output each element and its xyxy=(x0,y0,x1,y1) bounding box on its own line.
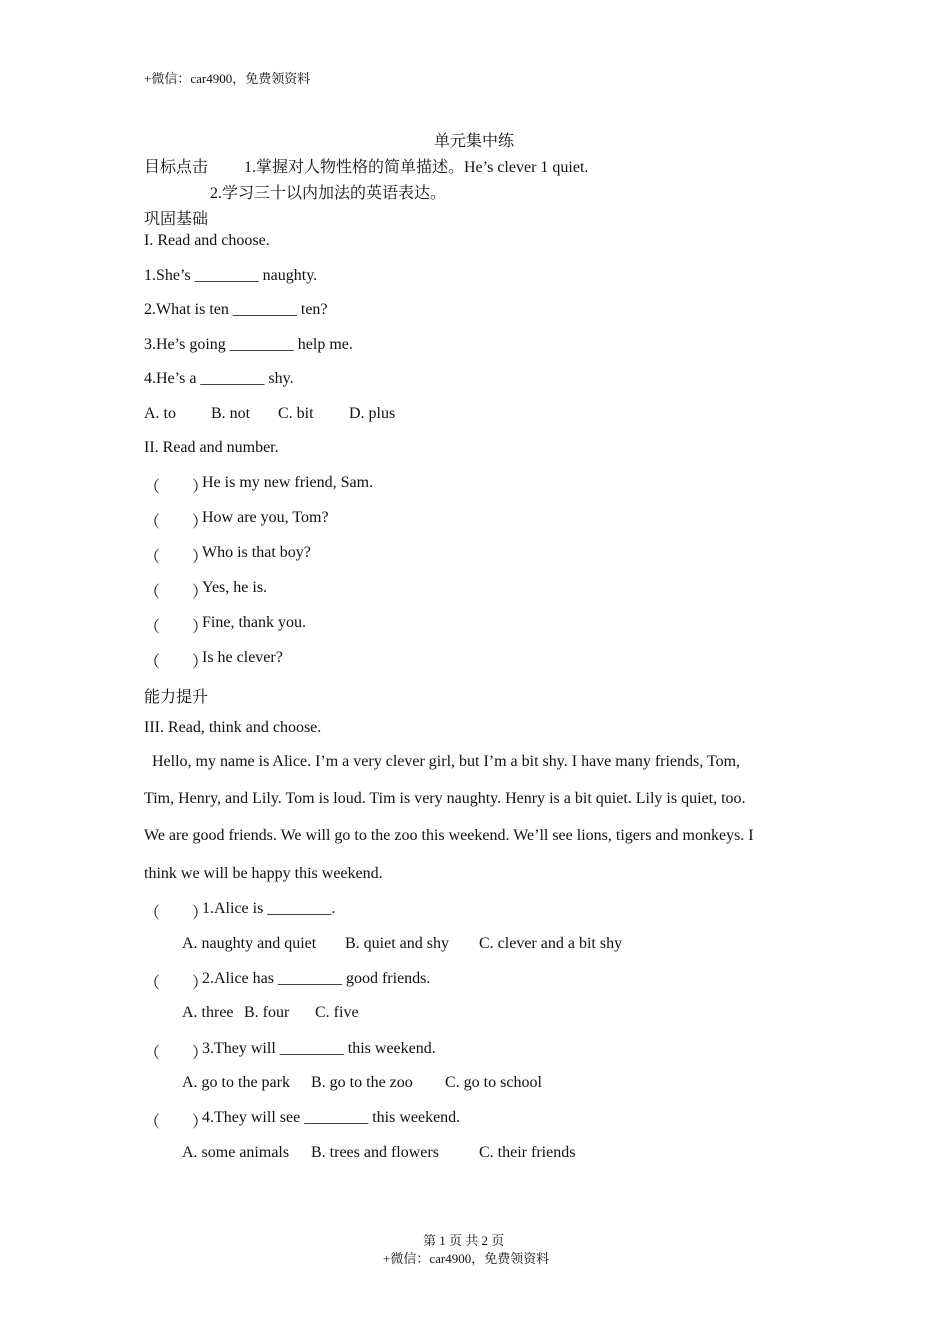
part3-heading: III. Read, think and choose. xyxy=(144,719,322,736)
part1-question: 1.She’s ________ naughty. xyxy=(144,267,318,284)
part2-item: How are you, Tom? xyxy=(202,509,329,526)
passage-line: think we will be happy this weekend. xyxy=(144,865,383,882)
part3-question: 2.Alice has ________ good friends. xyxy=(202,970,431,987)
part1-question: 4.He’s a ________ shy. xyxy=(144,370,294,387)
option-a: A. three xyxy=(182,1004,234,1021)
part2-item: Who is that boy? xyxy=(202,544,311,561)
option-a: A. go to the park xyxy=(182,1074,290,1091)
part3-question: 3.They will ________ this weekend. xyxy=(202,1040,436,1057)
answer-blank: （ ） xyxy=(144,975,209,992)
part3-question: 4.They will see ________ this weekend. xyxy=(202,1109,461,1126)
option-b: B. four xyxy=(244,1004,290,1021)
part1-question: 2.What is ten ________ ten? xyxy=(144,301,328,318)
answer-blank: （ ） xyxy=(144,514,209,531)
answer-blank: （ ） xyxy=(144,619,209,636)
passage-line: Hello, my name is Alice. I’m a very clever girl, but I’m a bit shy. I have many friends, Tom, xyxy=(144,753,741,770)
passage-line: We are good friends. We will go to the zoo this weekend. We’ll see lions, tigers and monkeys. I xyxy=(144,827,754,844)
answer-blank: （ ） xyxy=(144,479,209,496)
part1-option-a: A. to xyxy=(144,405,176,422)
answer-blank: （ ） xyxy=(144,905,209,922)
answer-blank: （ ） xyxy=(144,654,209,671)
part2-item: He is my new friend, Sam. xyxy=(202,474,374,491)
section-advanced-heading: 能力提升 xyxy=(144,689,209,706)
answer-blank: （ ） xyxy=(144,549,209,566)
objectives-label: 目标点击 xyxy=(144,159,209,176)
part2-item: Fine, thank you. xyxy=(202,614,306,631)
option-b: B. quiet and shy xyxy=(345,935,449,952)
part2-item: Is he clever? xyxy=(202,649,283,666)
footer-watermark: +微信：car4900，免费领资料 xyxy=(383,1251,550,1266)
option-c: C. five xyxy=(315,1004,359,1021)
part3-question: 1.Alice is ________. xyxy=(202,900,336,917)
part2-heading: II. Read and number. xyxy=(144,439,279,456)
header-watermark: +微信：car4900，免费领资料 xyxy=(144,71,311,86)
page-title: 单元集中练 xyxy=(434,133,515,150)
option-b: B. go to the zoo xyxy=(311,1074,413,1091)
option-c: C. their friends xyxy=(479,1144,576,1161)
passage-line: Tim, Henry, and Lily. Tom is loud. Tim is very naughty. Henry is a bit quiet. Lily is quiet, too. xyxy=(144,790,746,807)
option-a: A. naughty and quiet xyxy=(182,935,317,952)
part1-option-b: B. not xyxy=(211,405,251,422)
option-c: C. clever and a bit shy xyxy=(479,935,623,952)
objective-2: 2.学习三十以内加法的英语表达。 xyxy=(210,185,447,202)
objective-1: 1.掌握对人物性格的简单描述。He’s clever 1 quiet. xyxy=(244,159,589,176)
part1-option-d: D. plus xyxy=(349,405,396,422)
part1-heading: I. Read and choose. xyxy=(144,232,270,249)
part1-option-c: C. bit xyxy=(278,405,314,422)
page-number: 第 1 页 共 2 页 xyxy=(423,1233,505,1248)
answer-blank: （ ） xyxy=(144,1114,209,1131)
option-a: A. some animals xyxy=(182,1144,290,1161)
part2-item: Yes, he is. xyxy=(202,579,268,596)
answer-blank: （ ） xyxy=(144,1045,209,1062)
option-c: C. go to school xyxy=(445,1074,542,1091)
option-b: B. trees and flowers xyxy=(311,1144,439,1161)
section-basic-heading: 巩固基础 xyxy=(144,211,209,228)
part1-question: 3.He’s going ________ help me. xyxy=(144,336,353,353)
answer-blank: （ ） xyxy=(144,584,209,601)
